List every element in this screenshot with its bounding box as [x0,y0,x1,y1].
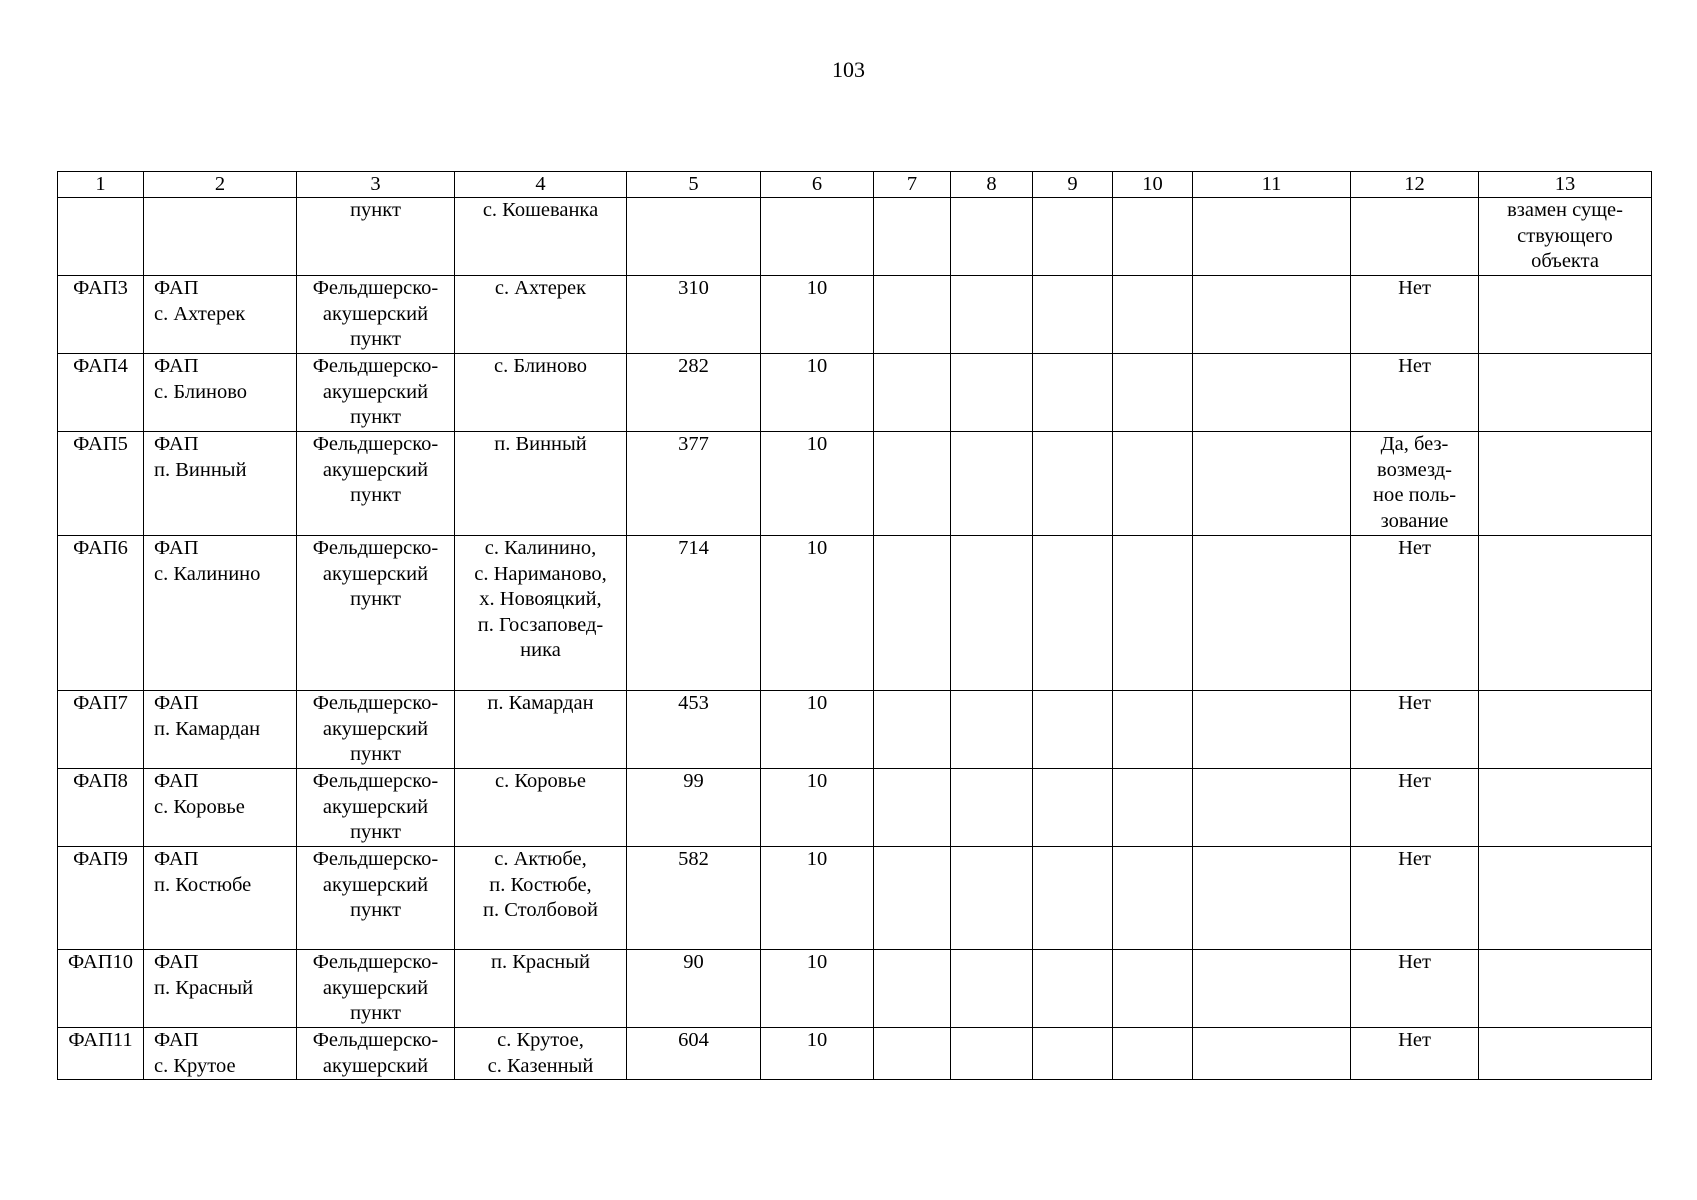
cell-text-line: ФАП6 [73,537,128,559]
table-cell-col-13 [1479,847,1652,950]
cell-text-line: Фельдшерско- [312,770,439,792]
table-cell-col-3 [297,1028,455,1080]
table-cell-col-13 [1479,432,1652,536]
table-cell-col-10 [1113,354,1193,432]
table-cell-col-13 [1479,691,1652,769]
cell-text-line: ствующего [1517,224,1613,247]
table-cell-col-13 [1479,769,1652,847]
cell-text-line: п. Красный [490,951,591,973]
cell-text-line: с. Блиново [154,380,248,403]
cell-text-line: объекта [1531,250,1599,272]
table-cell-col-9 [1033,536,1113,691]
table-cell-col-2 [144,432,297,536]
cell-text-line: ФАП [154,848,199,870]
table-cell-col-8 [951,276,1033,354]
table-cell-col-12 [1351,950,1479,1028]
table-cell-col-5 [627,847,761,950]
cell-text-line: 10 [806,692,828,714]
cell-text-line: ФАП [154,355,199,377]
table-cell-col-6 [761,354,874,432]
table-cell-col-12 [1351,1028,1479,1080]
table-cell-col-4 [455,198,627,276]
table-row [58,432,1652,536]
table-cell-col-1 [58,691,144,769]
table-cell-col-12 [1351,769,1479,847]
table-cell-col-2 [144,198,297,276]
table-cell-col-8 [951,1028,1033,1080]
cell-text-line: ФАП3 [73,277,128,299]
table-cell-col-8 [951,847,1033,950]
table-cell-col-10 [1113,276,1193,354]
column-header-5: 5 [627,172,761,198]
facilities-table [57,171,1652,1080]
table-cell-col-3 [297,769,455,847]
cell-text-line: с. Калинино, [484,537,597,559]
cell-text-line: пункт [350,588,401,610]
table-row [58,276,1652,354]
table-cell-col-13 [1479,354,1652,432]
cell-text-line: пункт [350,821,401,843]
cell-text-line: акушерский [322,302,429,325]
table-cell-col-3 [297,950,455,1028]
cell-text-line: с. Коровье [154,795,245,818]
cell-text-line: 282 [678,355,709,377]
cell-text-line: пункт [350,743,401,765]
table-cell-col-4 [455,847,627,950]
table-cell-col-9 [1033,198,1113,276]
cell-text-line: ФАП4 [73,355,128,377]
table-cell-col-6 [761,1028,874,1080]
table-cell-col-6 [761,276,874,354]
table-cell-col-2 [144,1028,297,1080]
table-cell-col-5 [627,1028,761,1080]
cell-text-line: взамен суще- [1507,199,1623,221]
table-cell-col-10 [1113,950,1193,1028]
cell-text-line: 582 [678,848,709,870]
table-cell-col-10 [1113,1028,1193,1080]
cell-text-line: Нет [1398,692,1431,714]
table-cell-col-7 [874,950,951,1028]
table-cell-col-4 [455,354,627,432]
table-row [58,691,1652,769]
table-cell-col-2 [144,769,297,847]
table-cell-col-7 [874,691,951,769]
cell-text-line: акушерский [322,380,429,403]
cell-text-line: Фельдшерско- [312,951,439,973]
cell-text-line: х. Новояцкий, [479,588,602,610]
table-cell-col-1 [58,198,144,276]
table-cell-col-12 [1351,276,1479,354]
table-cell-col-4 [455,769,627,847]
cell-text-line: 10 [806,951,828,973]
table-cell-col-1 [58,847,144,950]
table-cell-col-8 [951,354,1033,432]
table-cell-col-9 [1033,1028,1113,1080]
cell-text-line: акушерский [322,717,429,740]
cell-text-line: п. Красный [154,976,254,999]
table-cell-col-7 [874,1028,951,1080]
column-header-12: 12 [1351,172,1479,198]
table-cell-col-13 [1479,276,1652,354]
table-cell-col-2 [144,691,297,769]
cell-text-line: Нет [1398,1029,1431,1051]
cell-text-line: ника [520,639,561,661]
cell-text-line: акушерский [322,1054,429,1077]
cell-text-line: с. Актюбе, [494,848,587,870]
table-cell-col-2 [144,950,297,1028]
column-header-8: 8 [951,172,1033,198]
column-header-9: 9 [1033,172,1113,198]
cell-text-line: пункт [350,406,401,428]
cell-text-line: Фельдшерско- [312,537,439,559]
table-cell-col-2 [144,276,297,354]
table-cell-col-8 [951,950,1033,1028]
table-cell-col-1 [58,950,144,1028]
table-cell-col-9 [1033,769,1113,847]
cell-text-line: 10 [806,1029,828,1051]
table-cell-col-10 [1113,536,1193,691]
table-cell-col-7 [874,198,951,276]
cell-text-line: акушерский [322,795,429,818]
table-cell-col-11 [1193,691,1351,769]
table-cell-col-6 [761,691,874,769]
table-cell-col-5 [627,276,761,354]
table-cell-col-3 [297,847,455,950]
table-cell-col-3 [297,536,455,691]
cell-text-line: Фельдшерско- [312,848,439,870]
cell-text-line: Фельдшерско- [312,433,439,455]
table-cell-col-10 [1113,691,1193,769]
table-cell-col-10 [1113,769,1193,847]
table-cell-col-10 [1113,847,1193,950]
table-cell-col-5 [627,198,761,276]
cell-text-line: с. Нариманово, [474,562,607,585]
cell-text-line: с. Крутое, [497,1029,584,1051]
cell-text-line: Нет [1398,537,1431,559]
cell-text-line: акушерский [322,976,429,999]
cell-text-line: Фельдшерско- [312,277,439,299]
table-cell-col-13 [1479,1028,1652,1080]
table-cell-col-8 [951,198,1033,276]
table-cell-col-3 [297,198,455,276]
cell-text-line: ФАП [154,951,199,973]
table-body [58,198,1652,1080]
cell-text-line: 10 [806,433,828,455]
cell-text-line: акушерский [322,562,429,585]
table-cell-col-1 [58,432,144,536]
table-cell-col-7 [874,432,951,536]
table-cell-col-5 [627,769,761,847]
cell-text-line: 90 [683,951,704,973]
table-cell-col-9 [1033,950,1113,1028]
table-cell-col-5 [627,691,761,769]
table-cell-col-3 [297,432,455,536]
table-cell-col-6 [761,950,874,1028]
table-cell-col-10 [1113,198,1193,276]
table-cell-col-11 [1193,1028,1351,1080]
cell-text-line: 10 [806,537,828,559]
cell-text-line: ФАП5 [73,433,128,455]
column-header-4: 4 [455,172,627,198]
cell-text-line: ФАП8 [73,770,128,792]
table-cell-col-9 [1033,432,1113,536]
cell-text-line: ФАП9 [73,848,128,870]
cell-text-line: ное поль- [1372,484,1457,506]
table-cell-col-4 [455,950,627,1028]
column-number-row [58,172,1652,198]
cell-text-line: 10 [806,355,828,377]
cell-text-line: с. Калинино [154,562,261,585]
table-cell-col-6 [761,536,874,691]
cell-text-line: Фельдшерско- [312,1029,439,1051]
cell-text-line: 453 [678,692,709,714]
cell-text-line: Нет [1398,277,1431,299]
column-header-10: 10 [1113,172,1193,198]
table-cell-col-8 [951,432,1033,536]
column-header-1: 1 [58,172,144,198]
cell-text-line: 10 [806,770,828,792]
table-cell-col-11 [1193,950,1351,1028]
table-cell-col-5 [627,354,761,432]
table-cell-col-13 [1479,198,1652,276]
cell-text-line: ФАП10 [67,951,133,973]
cell-text-line: ФАП11 [68,1029,133,1051]
table-cell-col-4 [455,536,627,691]
column-header-13: 13 [1479,172,1652,198]
table-cell-col-3 [297,691,455,769]
cell-text-line: Да, без- [1380,433,1449,455]
cell-text-line: зование [1380,509,1449,532]
table-cell-col-12 [1351,432,1479,536]
table-cell-col-8 [951,536,1033,691]
cell-text-line: 377 [678,433,709,455]
column-header-3: 3 [297,172,455,198]
table-cell-col-5 [627,432,761,536]
table-cell-col-11 [1193,847,1351,950]
table-row [58,950,1652,1028]
table-cell-col-2 [144,354,297,432]
cell-text-line: 99 [683,770,704,792]
cell-text-line: Нет [1398,951,1431,973]
table-cell-col-5 [627,536,761,691]
cell-text-line: с. Ахтерек [494,277,587,299]
cell-text-line: 310 [678,277,709,299]
table-cell-col-8 [951,769,1033,847]
cell-text-line: с. Блиново [493,355,588,377]
cell-text-line: с. Кошеванка [482,199,599,221]
table-cell-col-3 [297,276,455,354]
table-cell-col-4 [455,1028,627,1080]
table-cell-col-7 [874,354,951,432]
column-header-11: 11 [1193,172,1351,198]
cell-text-line: п. Винный [154,458,247,481]
cell-text-line: п. Госзаповед- [477,613,604,636]
cell-text-line: п. Костюбе [154,873,252,896]
table-cell-col-13 [1479,950,1652,1028]
table-cell-col-1 [58,1028,144,1080]
table-cell-col-9 [1033,354,1113,432]
cell-text-line: п. Винный [494,433,587,455]
table-cell-col-6 [761,847,874,950]
table-cell-col-7 [874,847,951,950]
table-cell-col-4 [455,276,627,354]
cell-text-line: акушерский [322,873,429,896]
table-cell-col-1 [58,354,144,432]
table-cell-col-3 [297,354,455,432]
table-cell-col-6 [761,198,874,276]
table-cell-col-1 [58,536,144,691]
table-cell-col-10 [1113,432,1193,536]
table-cell-col-7 [874,536,951,691]
cell-text-line: ФАП [154,692,199,714]
table-cell-col-11 [1193,432,1351,536]
table-cell-col-12 [1351,536,1479,691]
table-cell-col-4 [455,432,627,536]
cell-text-line: 10 [806,848,828,870]
table-row [58,536,1652,691]
table-row [58,1028,1652,1080]
cell-text-line: с. Крутое [154,1054,236,1077]
cell-text-line: ФАП [154,770,199,792]
cell-text-line: п. Камардан [154,717,261,740]
table-cell-col-12 [1351,354,1479,432]
column-header-6: 6 [761,172,874,198]
cell-text-line: ФАП7 [73,692,128,714]
table-cell-col-11 [1193,198,1351,276]
cell-text-line: пункт [350,328,401,350]
table-cell-col-12 [1351,198,1479,276]
table-cell-col-2 [144,536,297,691]
table-cell-col-9 [1033,276,1113,354]
cell-text-line: п. Камардан [487,692,594,714]
table-row [58,354,1652,432]
table-cell-col-9 [1033,847,1113,950]
cell-text-line: Нет [1398,848,1431,870]
table-cell-col-2 [144,847,297,950]
cell-text-line: пункт [350,199,401,221]
table-cell-col-1 [58,769,144,847]
column-header-7: 7 [874,172,951,198]
cell-text-line: ФАП [154,433,199,455]
cell-text-line: акушерский [322,458,429,481]
cell-text-line: Нет [1398,355,1431,377]
cell-text-line: пункт [350,484,401,506]
table-cell-col-5 [627,950,761,1028]
cell-text-line: п. Столбовой [483,899,598,921]
table-cell-col-7 [874,769,951,847]
cell-text-line: п. Костюбе, [489,873,592,896]
table-row [58,198,1652,276]
table-cell-col-4 [455,691,627,769]
table-cell-col-11 [1193,536,1351,691]
cell-text-line: возмезд- [1377,458,1452,481]
cell-text-line: 604 [678,1029,709,1051]
table-cell-col-8 [951,691,1033,769]
table-cell-col-11 [1193,354,1351,432]
cell-text-line: Фельдшерско- [312,692,439,714]
cell-text-line: 714 [678,537,709,559]
cell-text-line: ФАП [154,1029,199,1051]
cell-text-line: ФАП [154,537,199,559]
table-cell-col-12 [1351,691,1479,769]
page-number: 103 [832,57,865,82]
cell-text-line: ФАП [154,277,199,299]
cell-text-line: Фельдшерско- [312,355,439,377]
table-cell-col-13 [1479,536,1652,691]
table-cell-col-7 [874,276,951,354]
cell-text-line: пункт [350,1002,401,1024]
cell-text-line: с. Коровье [495,770,586,792]
cell-text-line: Нет [1398,770,1431,792]
table-cell-col-9 [1033,691,1113,769]
cell-text-line: с. Казенный [487,1054,594,1077]
cell-text-line: 10 [806,277,828,299]
table-row [58,847,1652,950]
cell-text-line: пункт [350,899,401,921]
table-cell-col-6 [761,432,874,536]
table-cell-col-11 [1193,769,1351,847]
column-header-2: 2 [144,172,297,198]
table-cell-col-12 [1351,847,1479,950]
table-row [58,769,1652,847]
table-cell-col-1 [58,276,144,354]
table-cell-col-11 [1193,276,1351,354]
cell-text-line: с. Ахтерек [154,302,246,325]
table-cell-col-6 [761,769,874,847]
